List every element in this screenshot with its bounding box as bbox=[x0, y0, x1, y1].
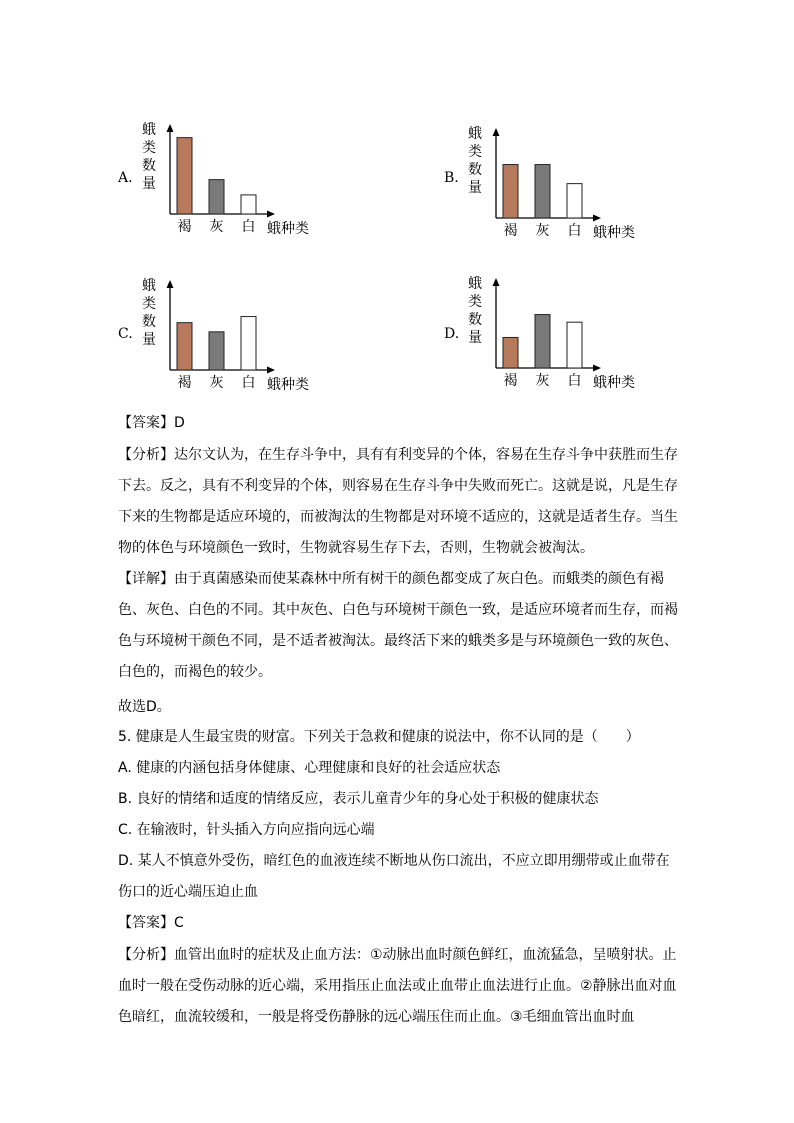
y-axis-label-char: 量 bbox=[142, 176, 156, 192]
y-axis-label-char: 数 bbox=[142, 314, 156, 330]
q5-option-d: D. 某人不慎意外受伤，暗红色的血液连续不断地从伤口流出，不应立即用绷带或止血带在 bbox=[118, 853, 670, 869]
x-tick-label: 灰 bbox=[209, 219, 224, 235]
bar-褐 bbox=[177, 138, 192, 214]
q5-option-a: A. 健康的内涵包括身体健康、心理健康和良好的社会适应状态 bbox=[118, 760, 501, 776]
y-axis-label-char: 类 bbox=[142, 140, 156, 156]
q5-answer: 【答案】C bbox=[118, 915, 184, 931]
bar-灰 bbox=[209, 180, 224, 214]
y-axis-arrow bbox=[167, 124, 174, 132]
x-axis-arrow bbox=[267, 367, 275, 374]
y-axis-label-char: 数 bbox=[468, 312, 482, 328]
option-b-label: B. bbox=[444, 170, 459, 186]
x-axis-label: 蛾种类 bbox=[593, 375, 635, 391]
q5-stem: 5. 健康是人生最宝贵的财富。下列关于急救和健康的说法中，你不认同的是（ ） bbox=[118, 729, 640, 745]
y-axis-label-char: 类 bbox=[468, 294, 482, 310]
y-axis-label-char: 量 bbox=[468, 330, 482, 346]
bar-白 bbox=[567, 322, 582, 368]
y-axis-label-char: 蛾 bbox=[142, 278, 156, 294]
x-axis-label: 蛾种类 bbox=[593, 225, 635, 241]
q5-option-c: C. 在输液时，针头插入方向应指向远心端 bbox=[118, 822, 375, 838]
x-axis-label: 蛾种类 bbox=[267, 377, 309, 393]
x-tick-label: 白 bbox=[241, 219, 256, 235]
y-axis-label-char: 类 bbox=[142, 296, 156, 312]
q5-analysis: 【分析】血管出血时的症状及止血方法：①动脉出血时颜色鲜红，血流猛急，呈喷射状。止血时一般在受伤动脉的近心端，采用指压止血法或止血带止血法进行止血。②静脉出血对血色暗红，血流较缓和，一般是将受伤静脉的远心端压住而止血。③毛细血管出血时血 bbox=[118, 947, 677, 1025]
y-axis-label-char: 量 bbox=[468, 180, 482, 196]
bar-白 bbox=[241, 195, 256, 214]
x-tick-label: 灰 bbox=[209, 375, 224, 391]
x-axis-label: 蛾种类 bbox=[267, 221, 309, 237]
q4-analysis: 【分析】达尔文认为，在生存斗争中，具有有利变异的个体，容易在生存斗争中获胜而生存下去。反之，具有不利变异的个体，则容易在生存斗争中失败而死亡。这就是说，凡是生存下来的生物都是适应环境的，而被淘汰的生物都是对环境不适应的，这就是适者生存。当生物的体色与环境颜色一致时，生物就容易生存下去，否则，生物就会被淘汰。 bbox=[118, 447, 678, 556]
q5-option-b: B. 良好的情绪和适度的情绪反应，表示儿童青少年的身心处于积极的健康状态 bbox=[118, 791, 599, 807]
x-tick-label: 褐 bbox=[503, 223, 518, 239]
x-tick-label: 白 bbox=[567, 373, 582, 389]
y-axis-label-char: 量 bbox=[142, 332, 156, 348]
chart-option-b bbox=[466, 122, 646, 247]
y-axis-arrow bbox=[493, 278, 500, 286]
x-axis-arrow bbox=[593, 365, 601, 372]
x-axis-arrow bbox=[267, 211, 275, 218]
x-tick-label: 白 bbox=[567, 223, 582, 239]
x-tick-label: 褐 bbox=[503, 373, 518, 389]
y-axis-label-char: 数 bbox=[468, 162, 482, 178]
x-tick-label: 褐 bbox=[177, 219, 192, 235]
bar-褐 bbox=[503, 165, 518, 218]
option-d-label: D. bbox=[444, 326, 460, 342]
y-axis-label-char: 类 bbox=[468, 144, 482, 160]
x-tick-label: 褐 bbox=[177, 375, 192, 391]
chart-option-a bbox=[140, 118, 320, 243]
q4-choice: 故选D。 bbox=[118, 699, 171, 715]
y-axis-label-char: 蛾 bbox=[142, 122, 156, 138]
y-axis-label-char: 数 bbox=[142, 158, 156, 174]
q4-detail: 【详解】由于真菌感染而使某森林中所有树干的颜色都变成了灰白色。而蛾类的颜色有褐色、灰色、白色的不同。其中灰色、白色与环境树干颜色一致，是适应环境者而生存，而褐色与环境树干颜色不同，是不适者被淘汰。最终活下来的蛾类多是与环境颜色一致的灰色、白色的，而褐色的较少。 bbox=[118, 571, 678, 680]
q5-option-d-cont: 伤口的近心端压迫止血 bbox=[118, 884, 258, 900]
bar-灰 bbox=[535, 165, 550, 218]
chart-option-c bbox=[140, 274, 320, 399]
bar-灰 bbox=[209, 332, 224, 370]
bar-褐 bbox=[177, 323, 192, 370]
y-axis-arrow bbox=[167, 280, 174, 288]
option-a-label: A. bbox=[118, 170, 133, 186]
q4-answer: 【答案】D bbox=[118, 415, 185, 431]
bar-白 bbox=[567, 184, 582, 218]
chart-option-d bbox=[466, 272, 646, 397]
y-axis-label-char: 蛾 bbox=[468, 126, 482, 142]
x-tick-label: 白 bbox=[241, 375, 256, 391]
bar-白 bbox=[241, 317, 256, 370]
option-c-label: C. bbox=[118, 326, 133, 342]
x-tick-label: 灰 bbox=[535, 223, 550, 239]
x-axis-arrow bbox=[593, 215, 601, 222]
bar-褐 bbox=[503, 337, 518, 368]
y-axis-label-char: 蛾 bbox=[468, 276, 482, 292]
x-tick-label: 灰 bbox=[535, 373, 550, 389]
bar-灰 bbox=[535, 315, 550, 368]
y-axis-arrow bbox=[493, 128, 500, 136]
